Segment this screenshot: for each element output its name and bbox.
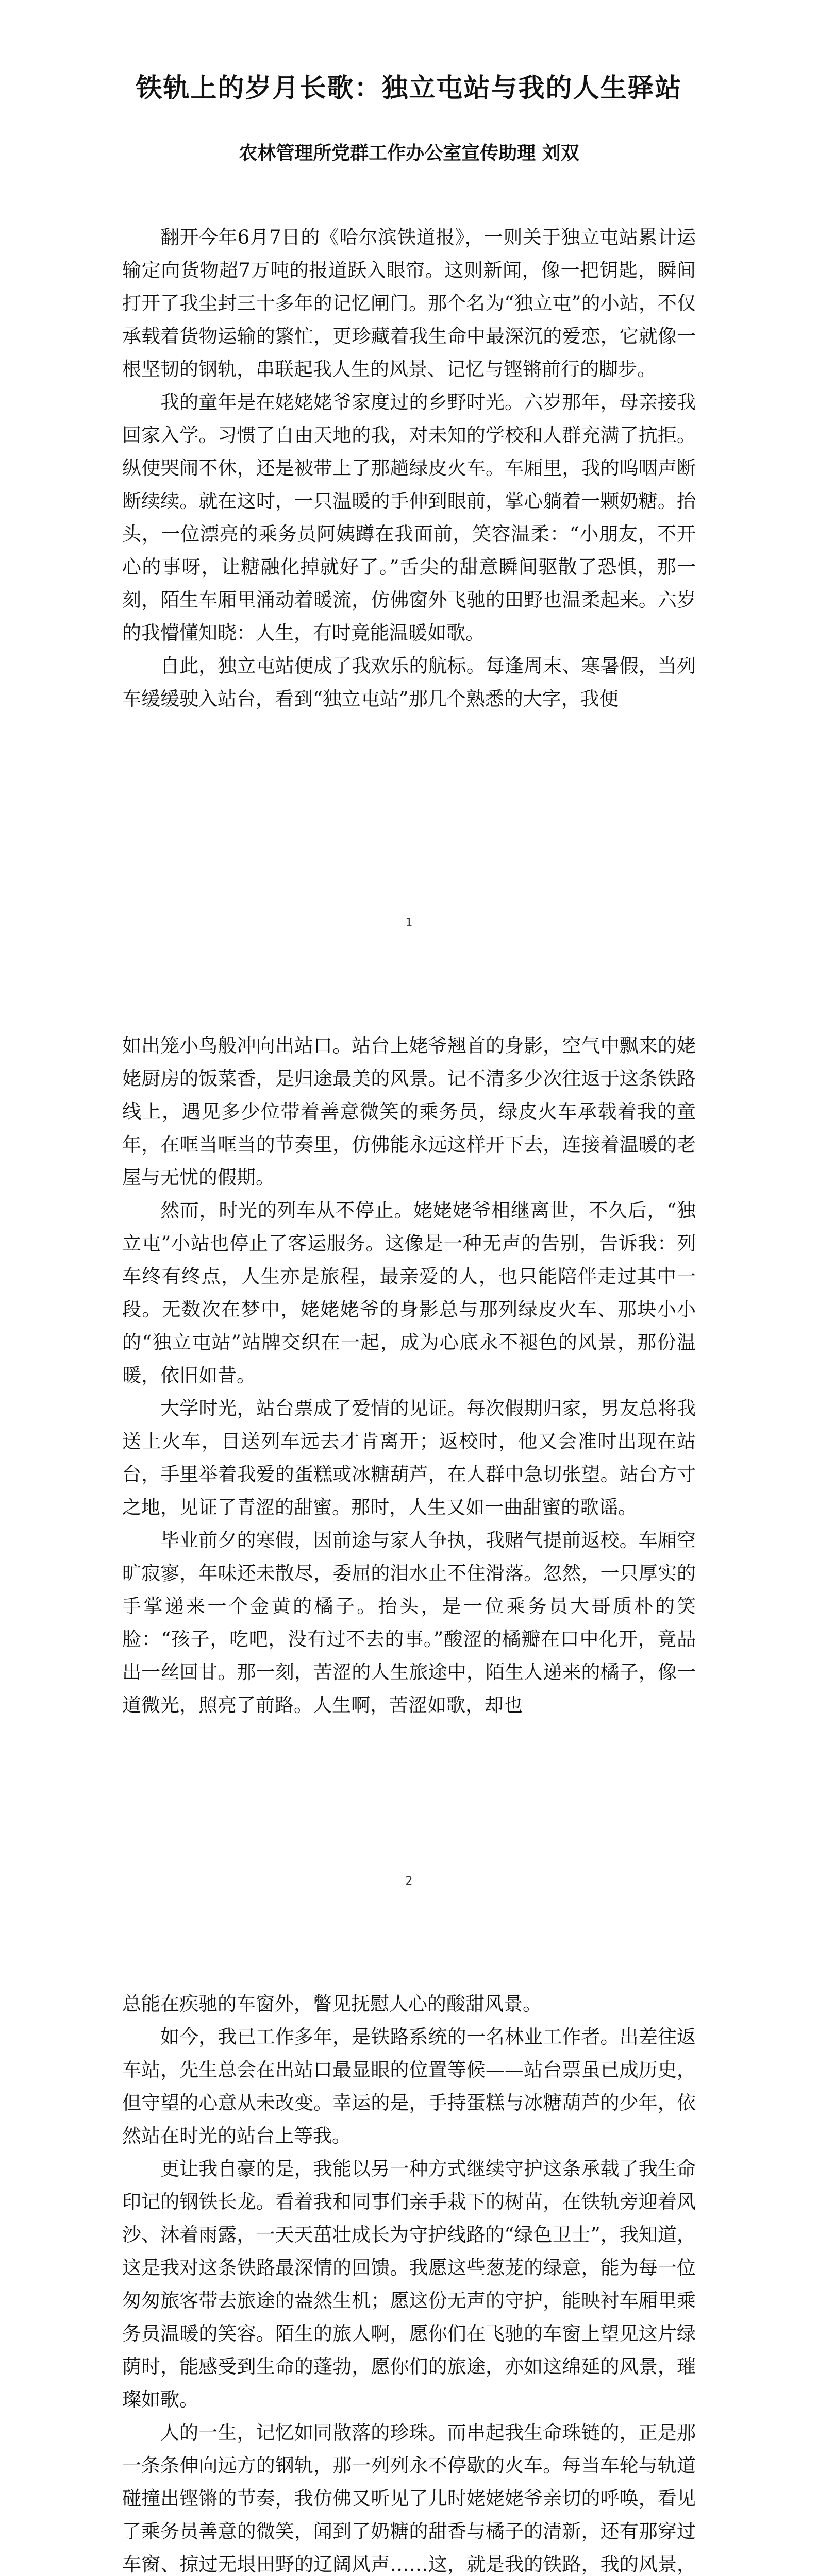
page-2 bbox=[0, 958, 818, 1917]
paragraph-continued: 如出笼小鸟般冲向出站口。站台上姥爷翘首的身影，空气中飘来的姥姥厨房的饭菜香，是归途最美的风景。记不清多少次往返于这条铁路线上，遇见多少位带着善意微笑的乘务员，绿皮火车承载着我的童年，在哐当哐当的节奏里，仿佛能永远这样开下去，连接着温暖的老屋与无忧的假期。 bbox=[122, 1035, 696, 1189]
page-number: 2 bbox=[405, 1875, 413, 1888]
paragraph-continued: 总能在疾驰的车窗外，瞥见抚慰人心的酸甜风景。 bbox=[122, 1993, 542, 2015]
paragraph: 人的一生，记忆如同散落的珍珠。而串起我生命珠链的，正是那一条条伸向远方的钢轨，那一列列永不停歇的火车。每当车轮与轨道碰撞出铿锵的节奏，我仿佛又听见了儿时姥姥姥爷亲切的呼唤，看见了乘务员善意的微笑，闻到了奶糖的甜香与橘子的清新，还有那穿过车窗、掠过无垠田野的辽阔风声……这，就是我的铁路，我的风景， bbox=[122, 2421, 696, 2575]
paragraph: 如今，我已工作多年，是铁路系统的一名林业工作者。出差往返车站，先生总会在出站口最显眼的位置等候——站台票虽已成历史，但守望的心意从未改变。幸运的是，手持蛋糕与冰糖葫芦的少年，依然站在时光的站台上等我。 bbox=[122, 2026, 696, 2147]
page-3 bbox=[0, 1917, 818, 2576]
paragraph: 我的童年是在姥姥姥爷家度过的乡野时光。六岁那年，母亲接我回家入学。习惯了自由天地的我，对未知的学校和人群充满了抗拒。纵使哭闹不休，还是被带上了那趟绿皮火车。车厢里，我的呜咽声断断续续。就在这时，一只温暖的手伸到眼前，掌心躺着一颗奶糖。抬头，一位漂亮的乘务员阿姨蹲在我面前，笑容温柔：“小朋友，不开心的事呀，让糖融化掉就好了。”舌尖的甜意瞬间驱散了恐惧，那一刻，陌生车厢里涌动着暖流，仿佛窗外飞驰的田野也温柔起来。六岁的我懵懂知晓：人生，有时竟能温暖如歌。 bbox=[122, 391, 696, 645]
page-2-content bbox=[122, 958, 696, 1722]
paragraph: 毕业前夕的寒假，因前途与家人争执，我赌气提前返校。车厢空旷寂寥，年味还未散尽，委屈的泪水止不住滑落。忽然，一只厚实的手掌递来一个金黄的橘子。抬头，是一位乘务员大哥质朴的笑脸：“孩子，吃吧，没有过不去的事。”酸涩的橘瓣在口中化开，竟品出一丝回甘。那一刻，苦涩的人生旅途中，陌生人递来的橘子，像一道微光，照亮了前路。人生啊，苦涩如歌，却也 bbox=[122, 1529, 696, 1716]
paragraph: 翻开今年6月7日的《哈尔滨铁道报》，一则关于独立屯站累计运输定向货物超7万吨的报道跃入眼帘。这则新闻，像一把钥匙，瞬间打开了我尘封三十多年的记忆闸门。那个名为“独立屯”的小站，不仅承载着货物运输的繁忙，更珍藏着我生命中最深沉的爱恋，它就像一根坚韧的钢轨，串联起我人生的风景、记忆与铿锵前行的脚步。 bbox=[122, 226, 696, 381]
article-title: 铁轨上的岁月长歌：独立屯站与我的人生驿站 bbox=[136, 73, 682, 104]
paragraph: 大学时光，站台票成了爱情的见证。每次假期归家，男友总将我送上火车，目送列车远去才肯离开；返校时，他又会准时出现在站台，手里举着我爱的蛋糕或冰糖葫芦，在人群中急切张望。站台方寸之地，见证了青涩的甜蜜。那时，人生又如一曲甜蜜的歌谣。 bbox=[122, 1397, 696, 1518]
author-line: 农林管理所党群工作办公室宣传助理 刘双 bbox=[239, 142, 579, 164]
page-3-content bbox=[122, 1917, 696, 2576]
paragraph: 更让我自豪的是，我能以另一种方式继续守护这条承载了我生命印记的钢铁长龙。看着我和同事们亲手栽下的树苗，在铁轨旁迎着风沙、沐着雨露，一天天茁壮成长为守护线路的“绿色卫士”，我知道，这是我对这条铁路最深情的回馈。我愿这些葱茏的绿意，能为每一位匆匆旅客带去旅途的盎然生机；愿这份无声的守护，能映衬车厢里乘务员温暖的笑容。陌生的旅人啊，愿你们在飞驰的车窗上望见这片绿荫时，能感受到生命的蓬勃，愿你们的旅途，亦如这绵延的风景，璀璨如歌。 bbox=[122, 2158, 696, 2411]
page-number: 1 bbox=[405, 917, 413, 929]
page-1 bbox=[0, 0, 818, 958]
page-1-content bbox=[122, 165, 696, 716]
paragraph: 自此，独立屯站便成了我欢乐的航标。每逢周末、寒暑假，当列车缓缓驶入站台，看到“独立屯站”那几个熟悉的大字，我便 bbox=[122, 655, 696, 710]
paragraph: 然而，时光的列车从不停止。姥姥姥爷相继离世，不久后，“独立屯”小站也停止了客运服务。这像是一种无声的告别，告诉我：列车终有终点，人生亦是旅程，最亲爱的人，也只能陪伴走过其中一段。无数次在梦中，姥姥姥爷的身影总与那列绿皮火车、那块小小的“独立屯站”站牌交织在一起，成为心底永不褪色的风景，那份温暖，依旧如昔。 bbox=[122, 1199, 696, 1386]
